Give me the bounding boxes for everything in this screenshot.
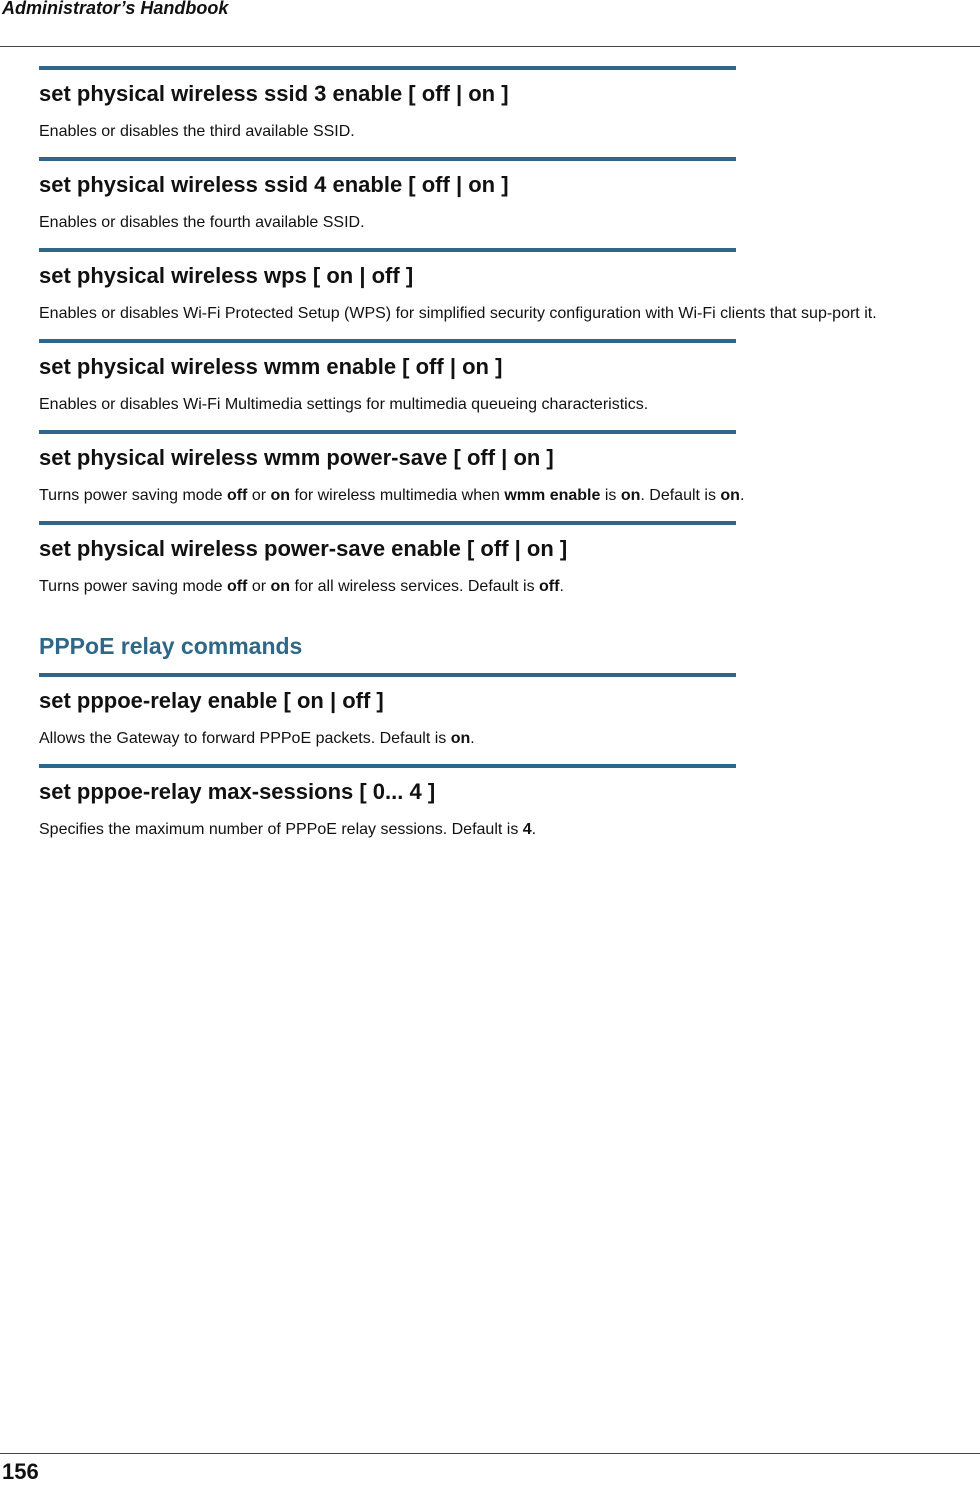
command-title: set physical wireless wmm enable [ off | on ] <box>39 354 503 379</box>
command-description <box>39 394 974 415</box>
command-entry <box>39 157 974 233</box>
description-text: Specifies the maximum number of PPPoE relay sessions. Default is <box>39 821 523 838</box>
page-content <box>39 66 974 840</box>
command-description <box>39 485 974 506</box>
command-description <box>39 121 974 142</box>
keyword-text: 4 <box>522 821 532 838</box>
command-rule <box>39 521 736 525</box>
description-text: . Default is <box>640 487 721 504</box>
command-title: set physical wireless wmm power-save [ off | on ] <box>39 445 554 470</box>
command-rule <box>39 157 736 161</box>
command-description <box>39 728 974 749</box>
description-text: for wireless multimedia when <box>290 487 505 504</box>
command-rule <box>39 673 736 677</box>
keyword-text: off <box>226 487 248 504</box>
command-rule <box>39 66 736 70</box>
page-number: 156 <box>2 1459 39 1484</box>
description-text: Turns power saving mode <box>39 578 227 595</box>
command-entry <box>39 521 974 597</box>
description-text: Enables or disables the fourth available SSID. <box>39 214 365 231</box>
command-entry <box>39 673 974 749</box>
command-description <box>39 819 974 840</box>
command-entry <box>39 430 974 506</box>
command-title: set pppoe-relay enable [ on | off ] <box>39 688 384 713</box>
description-text: is <box>600 487 621 504</box>
command-rule <box>39 430 736 434</box>
description-text: . <box>739 487 745 504</box>
description-text: . <box>470 730 475 747</box>
description-text: Allows the Gateway to forward PPPoE packets. Default is <box>39 730 451 747</box>
command-rule <box>39 339 736 343</box>
command-title: set pppoe-relay max-sessions [ 0... 4 ] <box>39 779 436 804</box>
keyword-text: on <box>450 730 471 747</box>
keyword-text: on <box>270 578 291 595</box>
description-text: . <box>531 821 537 838</box>
keyword-text: wmm enable <box>504 487 601 504</box>
description-text: Turns power saving mode <box>39 487 227 504</box>
section-heading: PPPoE relay commands <box>39 633 303 659</box>
keyword-text: on <box>620 487 641 504</box>
command-description <box>39 576 974 597</box>
command-entry <box>39 339 974 415</box>
keyword-text: on <box>720 487 740 504</box>
keyword-text: off <box>226 578 248 595</box>
description-text: or <box>247 487 271 504</box>
command-description <box>39 303 974 324</box>
command-rule <box>39 764 736 768</box>
command-entry <box>39 66 974 142</box>
command-title: set physical wireless ssid 4 enable [ off | on ] <box>39 172 509 197</box>
command-rule <box>39 248 736 252</box>
command-description <box>39 212 974 233</box>
command-title: set physical wireless power-save enable [ off | on ] <box>39 536 568 561</box>
description-text: for all wireless services. Default is <box>290 578 540 595</box>
command-title: set physical wireless ssid 3 enable [ off | on ] <box>39 81 509 106</box>
keyword-text: on <box>270 487 291 504</box>
command-title: set physical wireless wps [ on | off ] <box>39 263 414 288</box>
description-text: Enables or disables the third available SSID. <box>39 123 355 140</box>
keyword-text: off <box>539 578 560 595</box>
command-entry <box>39 248 974 324</box>
description-text: . <box>559 578 564 595</box>
description-text: Enables or disables Wi-Fi Protected Setup (WPS) for simplified security configuration with Wi-Fi clients that sup-port it. <box>39 305 877 322</box>
footer-rule <box>0 1453 980 1454</box>
command-entry <box>39 764 974 840</box>
running-header-title: Administrator’s Handbook <box>2 0 229 18</box>
description-text: Enables or disables Wi-Fi Multimedia settings for multimedia queueing characteristics. <box>39 396 649 413</box>
description-text: or <box>247 578 271 595</box>
header-rule <box>0 46 980 47</box>
